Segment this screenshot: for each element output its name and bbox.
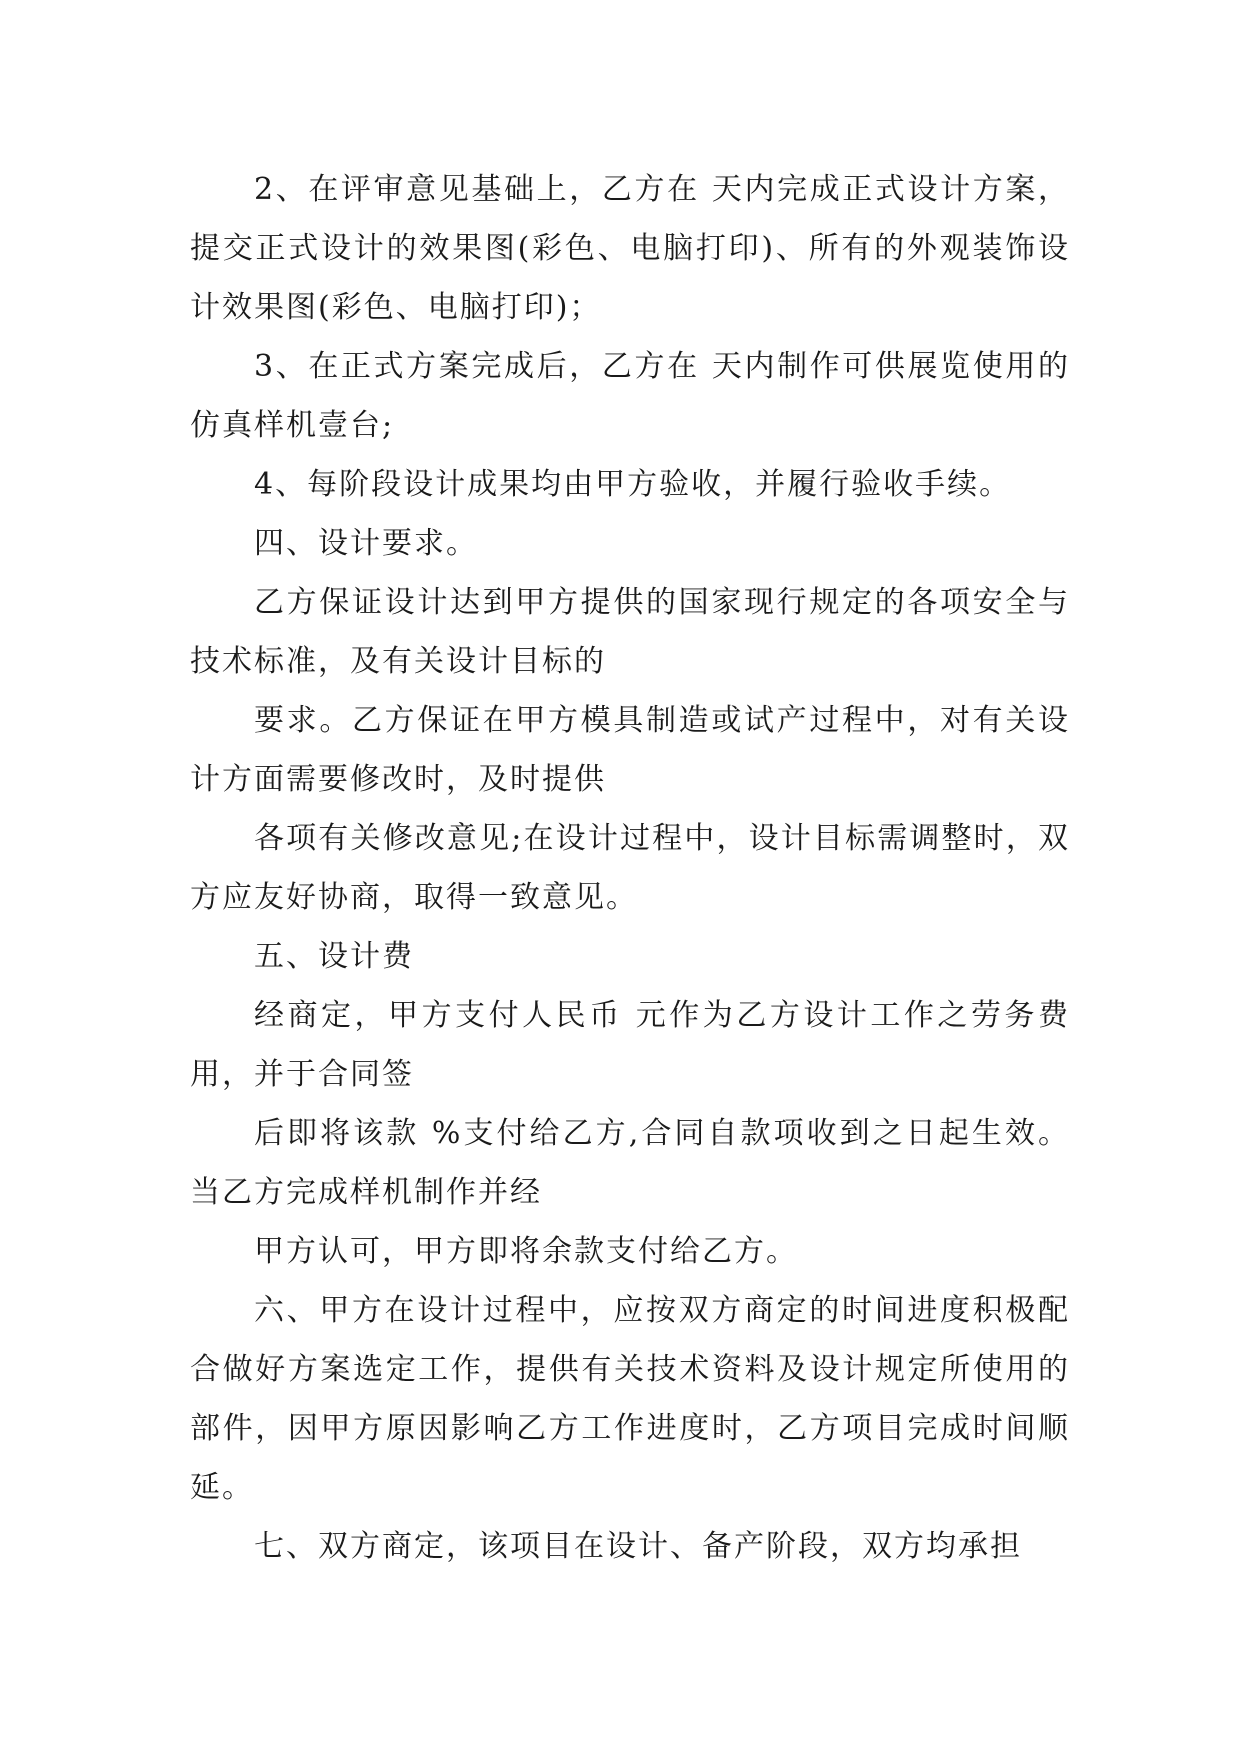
paragraph: 经商定，甲方支付人民币 元作为乙方设计工作之劳务费用，并于合同签 [190, 998, 1070, 1092]
section-heading: 五、设计费 [254, 939, 414, 974]
paragraph: 甲方认可，甲方即将余款支付给乙方。 [254, 1234, 798, 1269]
paragraph: 3、在正式方案完成后，乙方在 天内制作可供展览使用的仿真样机壹台; [190, 349, 1070, 443]
paragraph: 六、甲方在设计过程中，应按双方商定的时间进度积极配合做好方案选定工作，提供有关技术资料及设计规定所使用的部件，因甲方原因影响乙方工作进度时，乙方项目完成时间顺延。 [190, 1293, 1070, 1505]
section-heading: 四、设计要求。 [254, 526, 478, 561]
paragraph: 乙方保证设计达到甲方提供的国家现行规定的各项安全与技术标准，及有关设计目标的 [190, 585, 1070, 679]
paragraph: 4、每阶段设计成果均由甲方验收，并履行验收手续。 [254, 467, 1012, 502]
paragraph: 七、双方商定，该项目在设计、备产阶段，双方均承担 [254, 1529, 1022, 1564]
paragraph: 各项有关修改意见;在设计过程中，设计目标需调整时，双方应友好协商，取得一致意见。 [190, 821, 1070, 915]
paragraph: 要求。乙方保证在甲方模具制造或试产过程中，对有关设计方面需要修改时，及时提供 [190, 703, 1070, 797]
paragraph: 2、在评审意见基础上，乙方在 天内完成正式设计方案，提交正式设计的效果图(彩色、电脑打印)、所有的外观装饰设计效果图(彩色、电脑打印)； [190, 172, 1070, 325]
paragraph: 后即将该款 %支付给乙方,合同自款项收到之日起生效。当乙方完成样机制作并经 [190, 1116, 1070, 1210]
document-body [190, 160, 1070, 1576]
